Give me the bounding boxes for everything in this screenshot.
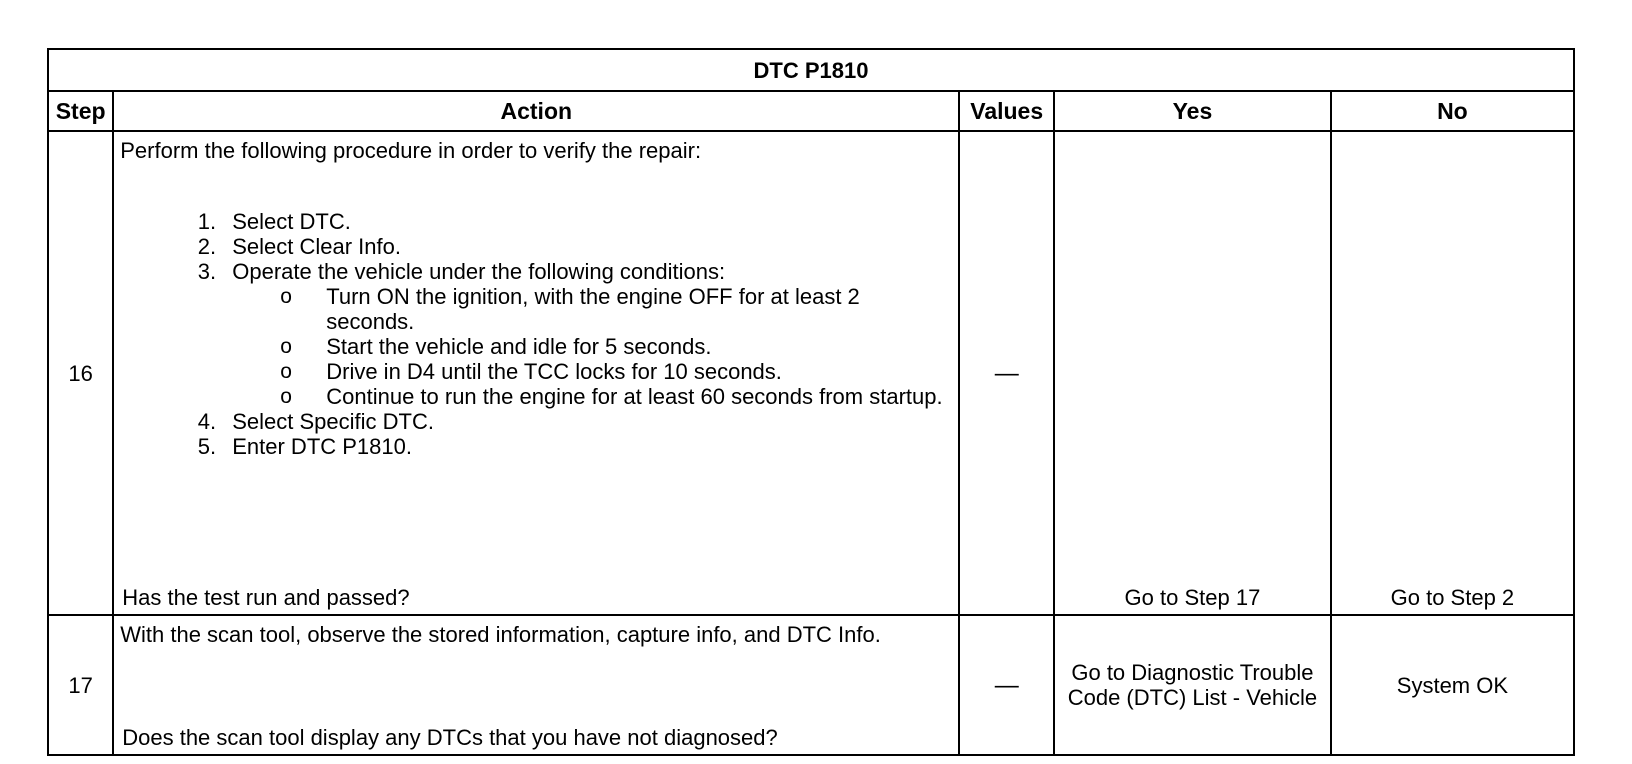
list-item: o Drive in D4 until the TCC locks for 10 seconds. xyxy=(280,359,782,384)
step-number: 16 xyxy=(48,131,113,615)
values-cell: — xyxy=(959,615,1054,755)
list-item: o Continue to run the engine for at least 60 seconds from startup. xyxy=(280,384,943,409)
header-action: Action xyxy=(113,91,959,131)
table-title: DTC P1810 xyxy=(48,49,1574,91)
values-cell: — xyxy=(959,131,1054,615)
no-cell: Go to Step 2 xyxy=(1331,131,1574,615)
bullet-icon: o xyxy=(280,285,292,308)
table-header-row xyxy=(48,91,1574,131)
action-question: Does the scan tool display any DTCs that you have not diagnosed? xyxy=(122,725,778,750)
dtc-table xyxy=(47,48,1575,756)
list-item: 1. Select DTC. xyxy=(222,209,952,234)
yes-cell: Go to Diagnostic Trouble Code (DTC) List - Vehicle xyxy=(1054,615,1331,755)
bullet-icon: o xyxy=(280,385,292,408)
list-item: o Turn ON the ignition, with the engine OFF for at least 2 seconds. xyxy=(280,284,860,334)
table-title-row xyxy=(48,49,1574,91)
list-item: 3. Operate the vehicle under the following conditions: o Turn ON the ignition, with the engine OFF for at least 2 seconds. o Start the vehicle and idle for 5 seconds. o Drive in D4 until the TCC locks for 10 seconds. o Continue to run the engine for at least 60 seconds from startup. xyxy=(222,259,952,409)
list-item: 5. Enter DTC P1810. xyxy=(222,434,952,459)
no-cell: System OK xyxy=(1331,615,1574,755)
conditions-list xyxy=(232,284,952,409)
action-cell xyxy=(113,615,959,755)
action-question: Has the test run and passed? xyxy=(122,585,410,610)
table-row xyxy=(48,615,1574,755)
step-number: 17 xyxy=(48,615,113,755)
header-values: Values xyxy=(959,91,1054,131)
action-cell xyxy=(113,131,959,615)
list-item: 4. Select Specific DTC. xyxy=(222,409,952,434)
action-intro: Perform the following procedure in order to verify the repair: xyxy=(120,138,702,163)
procedure-list xyxy=(120,209,952,459)
header-no: No xyxy=(1331,91,1574,131)
list-item: o Start the vehicle and idle for 5 seconds. xyxy=(280,334,712,359)
header-step: Step xyxy=(48,91,113,131)
bullet-icon: o xyxy=(280,360,292,383)
table-row xyxy=(48,131,1574,615)
list-item: 2. Select Clear Info. xyxy=(222,234,952,259)
action-text: With the scan tool, observe the stored information, capture info, and DTC Info. xyxy=(120,622,881,647)
bullet-icon: o xyxy=(280,335,292,358)
yes-cell: Go to Step 17 xyxy=(1054,131,1331,615)
header-yes: Yes xyxy=(1054,91,1331,131)
